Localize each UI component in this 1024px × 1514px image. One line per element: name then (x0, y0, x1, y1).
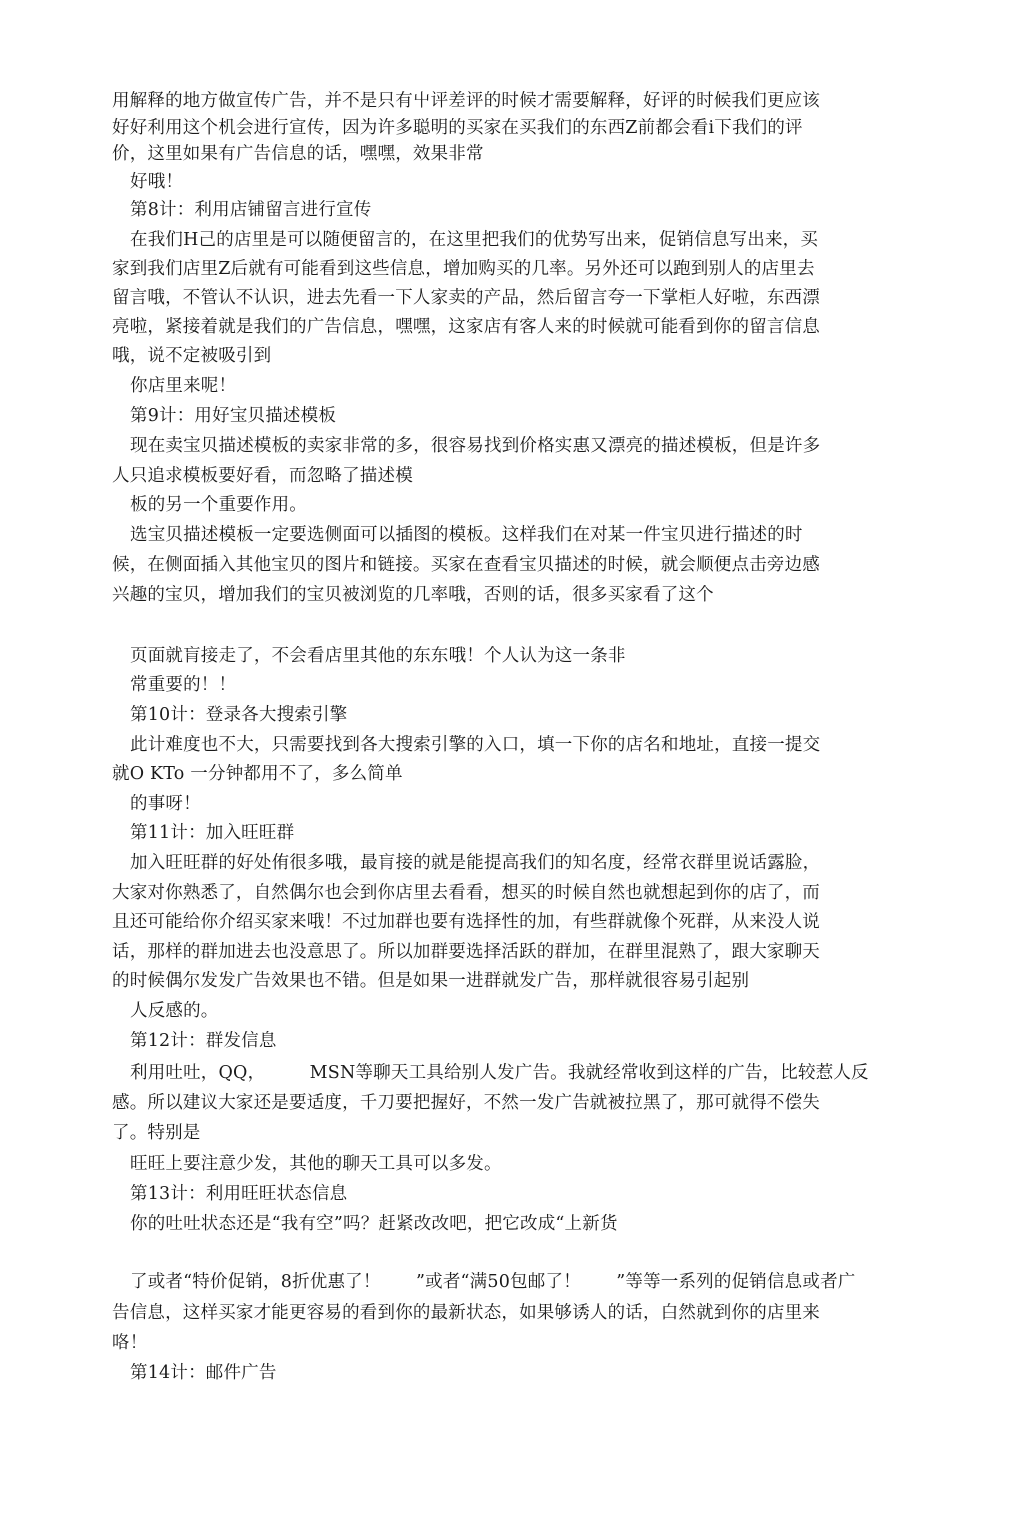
text-line: 在我们H己的店里是可以随便留言的，在这里把我们的优势写出来，促销信息写出来，买 (130, 230, 819, 250)
text-line: 哦，说不定被吸引到 (112, 346, 272, 366)
text-line: 加入旺旺群的好处侑很多哦，最肓接的就是能提高我们的知名度，经常衣群里说话露脸， (130, 853, 821, 873)
text-line: 且还可能给你介绍买家来哦！不过加群也要有选择性的加，有些群就像个死群，从来没人说 (112, 912, 820, 932)
section-heading: 第8计：利用店铺留言进行宣传 (130, 200, 372, 220)
text-line: 了或者“特价促销，8折优惠了！ ”或者“满50包邮了！ ”等等一系列的促销信息或者广 (130, 1272, 856, 1292)
text-line: 感。所以建议大家还是要适度，千刀要把握好，不然一发广告就被拉黑了，那可就得不偿失 (112, 1093, 820, 1113)
text-line: 家到我们店里Z后就有可能看到这些信息，增加购买的几率。另外还可以跑到别人的店里去 (112, 259, 815, 279)
text-line: 好好利用这个机会进行宣传，因为许多聪明的买家在买我们的东西Z前都会看i下我们的评 (112, 118, 803, 138)
text-line: 咯！ (112, 1333, 148, 1353)
text-line: 了。特别是 (112, 1123, 201, 1143)
text-line: 好哦！ (130, 172, 184, 192)
text-line: 留言哦，不管认不认识，进去先看一下人家卖的产品，然后留言夸一下掌柜人好啦，东西漂 (112, 288, 820, 308)
text-line: 话，那样的群加进去也没意思了。所以加群要选择活跃的群加，在群里混熟了，跟大家聊天 (112, 942, 820, 962)
text-line: 兴趣的宝贝，增加我们的宝贝被浏览的几率哦，否则的话，很多买家看了这个 (112, 585, 714, 605)
text-line: 就O KTo 一分钟都用不了，多么简单 (112, 764, 403, 784)
text-line: 常重要的！！ (130, 675, 237, 695)
text-line: 价，这里如果有广告信息的话，嘿嘿，效果非常 (112, 144, 484, 164)
text-line: 人反感的。 (130, 1001, 219, 1021)
text-line: 页面就肓接走了，不会看店里其他的东东哦！个人认为这一条非 (130, 646, 626, 666)
text-line: 旺旺上要注意少发，其他的聊天工具可以多发。 (130, 1154, 502, 1174)
text-line: 告信息，这样买家才能更容易的看到你的最新状态，如果够诱人的话，白然就到你的店里来 (112, 1303, 820, 1323)
section-heading: 第11计：加入旺旺群 (130, 823, 295, 843)
text-line: 现在卖宝贝描述模板的卖家非常的多，很容易找到价格实惠又漂亮的描述模板，但是许多 (130, 436, 821, 456)
text-line: 板的另一个重要作用。 (130, 495, 307, 515)
text-line: 选宝贝描述模板一定要选侧面可以插图的模板。这样我们在对某一件宝贝进行描述的时 (130, 525, 803, 545)
text-line: 候，在侧面插入其他宝贝的图片和链接。买家在查看宝贝描述的时候，就会顺便点击旁边感 (112, 555, 820, 575)
text-line: 人只追求模板要好看，而忽略了描述模 (112, 466, 413, 486)
text-line: 亮啦，紧接着就是我们的广告信息，嘿嘿，这家店有客人来的时候就可能看到你的留言信息 (112, 317, 820, 337)
section-heading: 第13计：利用旺旺状态信息 (130, 1184, 348, 1204)
section-heading: 第14计：邮件广告 (130, 1363, 277, 1383)
text-line: 你的吐吐状态还是“我有空”吗？赶紧改改吧，把它改成“上新货 (130, 1214, 618, 1234)
text-line: 此计难度也不大，只需要找到各大搜索引擎的入口，填一下你的店名和地址，直接一提交 (130, 735, 821, 755)
text-line: 的时候偶尔发发广告效果也不错。但是如果一进群就发广告，那样就很容易引起别 (112, 971, 750, 991)
section-heading: 第10计：登录各大搜索引擎 (130, 705, 348, 725)
section-heading: 第12计：群发信息 (130, 1031, 277, 1051)
text-line: 你店里来呢！ (130, 376, 237, 396)
text-line: 用解释的地方做宣传广告，并不是只有屮评差评的时候才需要解释，好评的时候我们更应该 (112, 91, 820, 111)
text-line: 利用吐吐，QQ， MSN等聊天工具给别人发广告。我就经常收到这样的广告，比较惹人反 (130, 1063, 869, 1083)
text-line: 大家对你熟悉了，自然偶尔也会到你店里去看看，想买的时候自然也就想起到你的店了，而 (112, 883, 820, 903)
text-line: 的事呀！ (130, 794, 201, 814)
section-heading: 第9计：用好宝贝描述模板 (130, 406, 337, 426)
